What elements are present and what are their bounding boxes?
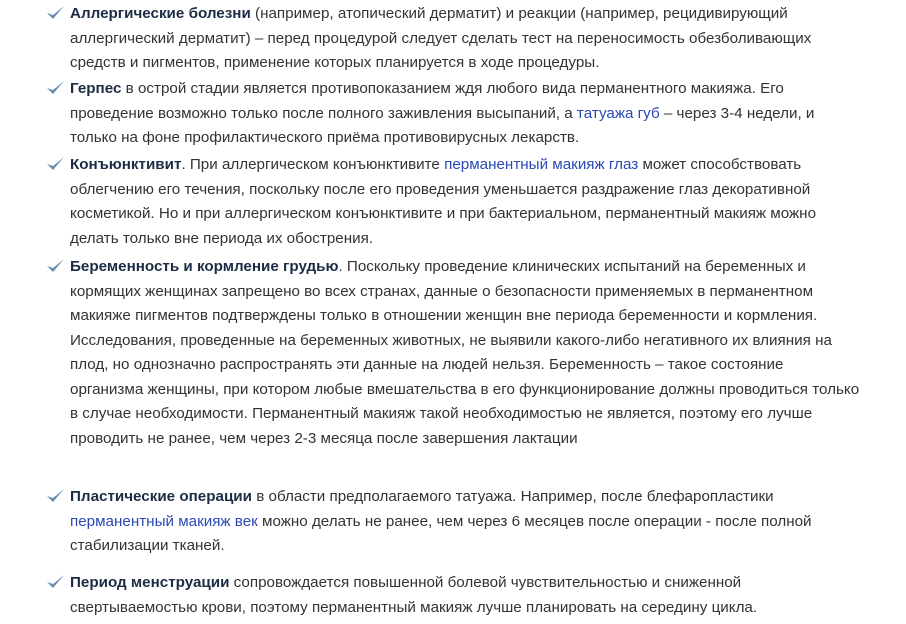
check-icon <box>46 258 65 274</box>
item-term: Пластические операции <box>70 488 252 505</box>
item-text <box>70 77 860 151</box>
item-term: Конъюнктивит <box>70 156 182 173</box>
check-icon <box>46 574 65 590</box>
item-term: Аллергические болезни <box>70 5 251 22</box>
check-icon <box>46 488 65 504</box>
item-text <box>70 255 860 451</box>
body-text: . При аллергическом конъюнктивите <box>181 156 445 173</box>
body-text: в острой стадии является противопоказанием ждя любого вида перманентного макияжа. Его проведение возможно только после полного заживления высыпаний, а <box>70 80 784 122</box>
item-term: Беременность и кормление грудью <box>70 258 339 275</box>
body-text: может способствовать облегчению его течения, поскольку после его проведения уменьшается раздражение глаз декоративной косметикой. Но и при аллергическом конъюнктивите и при бактериальном, перманентный макияж можно делать только вне периода их обострения. <box>70 156 817 247</box>
body-text: в области предполагаемого татуажа. Например, после блефаропластики <box>251 488 774 505</box>
inline-link[interactable]: перманентный макияж век <box>70 512 258 530</box>
body-text: – через 3-4 недели, и только на фоне профилактического приёма противовирусных лекарств. <box>70 104 815 146</box>
item-text <box>70 485 860 559</box>
check-icon <box>46 5 65 21</box>
item-text <box>70 2 860 76</box>
item-term: Период менструации <box>70 574 230 591</box>
item-text <box>70 153 860 251</box>
body-text: . Поскольку проведение клинических испытаний на беременных и кормящих женщинах запрещено во всех странах, данные о безопасности применяемых в перманентном макияже пигментов подтверждены только в отношении женщин вне периода беременности и кормления. Исследования, проведенные на беременных животных, не выявили какого-либо негативного их влияния на плод, но однозначно распространять эти данные на людей нельзя. Беременность – такое состояние организма женщины, при котором любые вмешательства в его функционирование должны проводиться только в случае необходимости. Перманентный макияж такой необходимостью не является, поэтому его лучше проводить не ранее, чем через 2-3 месяца после завершения лактации <box>70 258 860 447</box>
check-icon <box>46 156 65 172</box>
item-term: Герпес <box>70 80 122 97</box>
body-text: сопровождается повышенной болевой чувствительностью и сниженной свертываемостью крови, поэтому перманентный макияж лучше планировать на середину цикла. <box>70 574 758 616</box>
body-text: (например, атопический дерматит) и реакции (например, рецидивирующий аллергический дерматит) – перед процедурой следует сделать тест на переносимость обезболивающих средств и пигментов, применение которых планируется в ходе процедуры. <box>70 5 812 71</box>
body-text: можно делать не ранее, чем через 6 месяцев после операции - после полной стабилизации тканей. <box>70 512 812 554</box>
inline-link[interactable]: перманентный макияж глаз <box>444 156 639 173</box>
inline-link[interactable]: татуажа губ <box>576 104 660 122</box>
check-icon <box>46 80 65 96</box>
item-text <box>70 571 860 620</box>
